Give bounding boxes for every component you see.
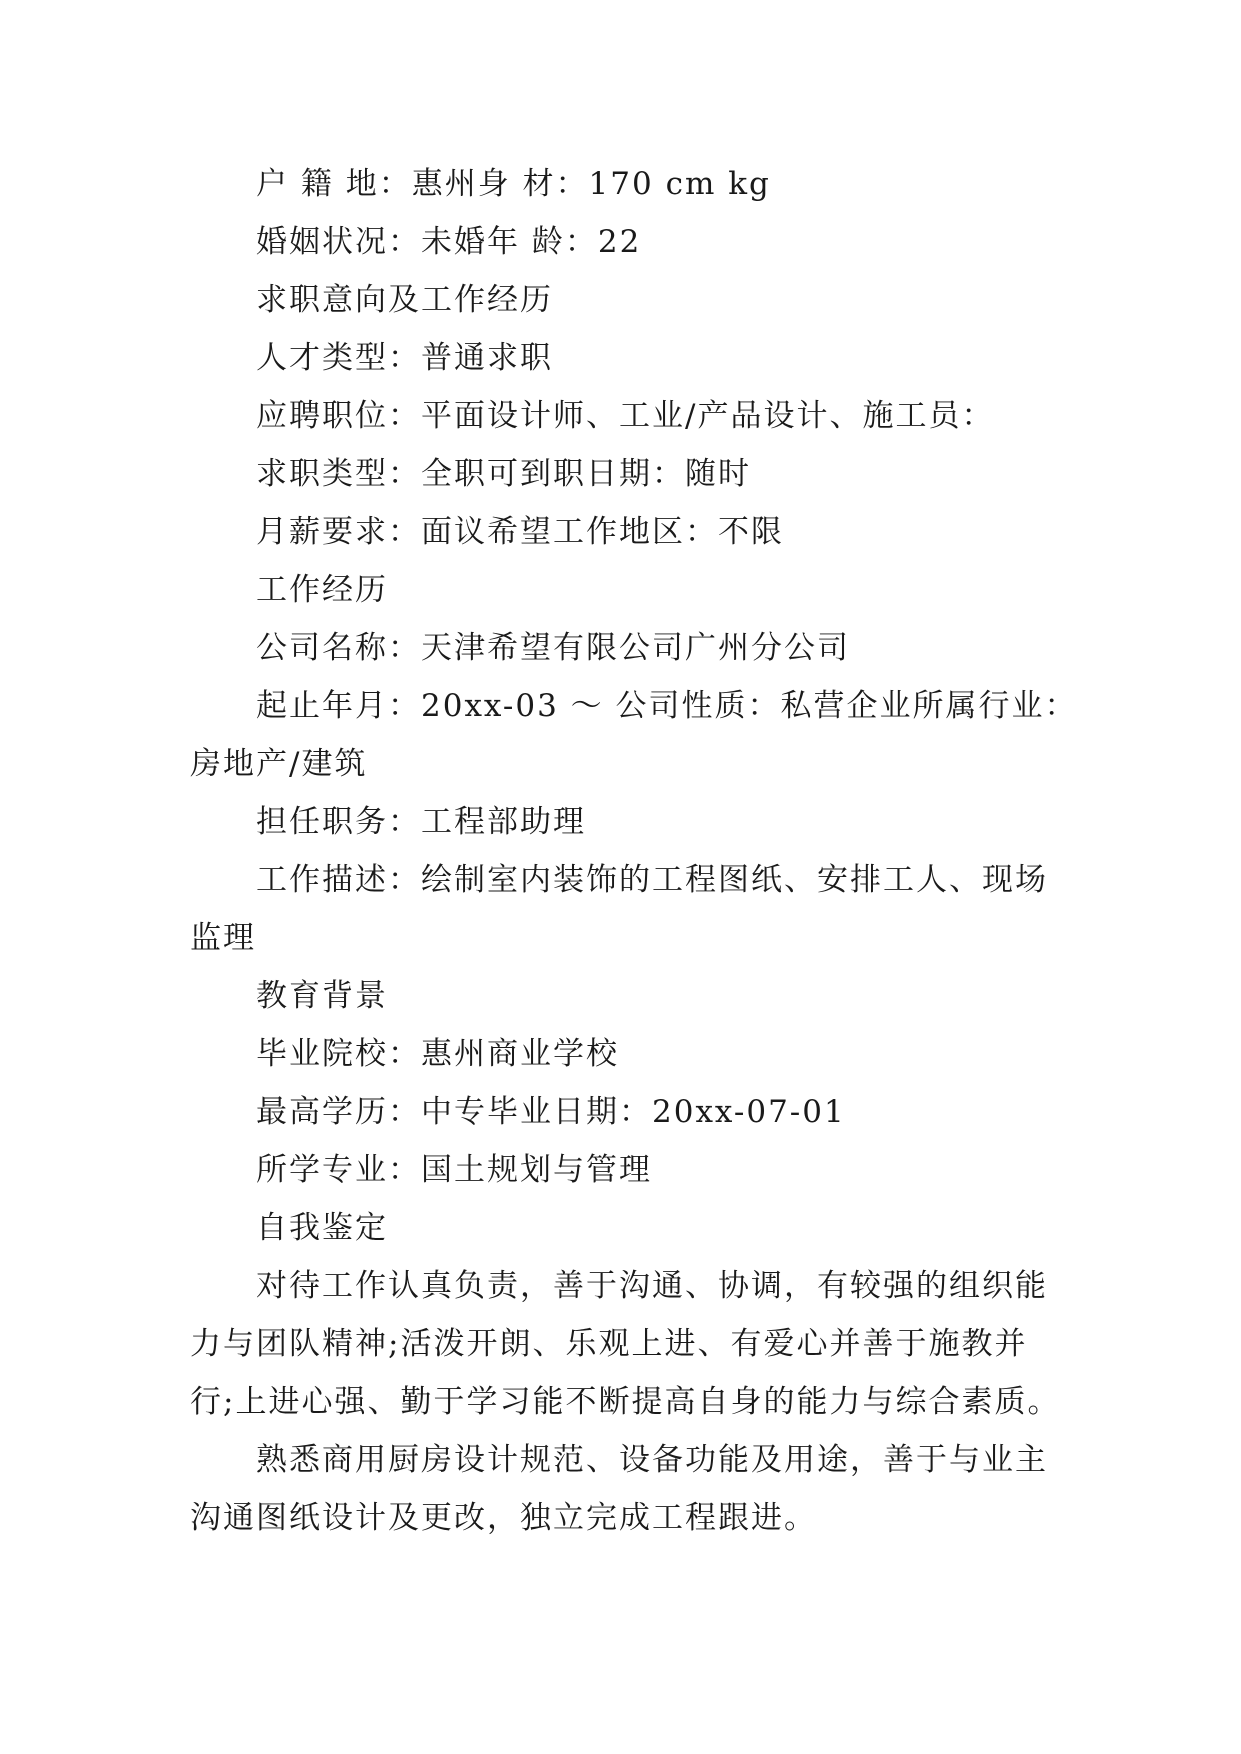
paragraph-1-line-3: 行;上进心强、勤于学习能不断提高自身的能力与综合素质。 bbox=[190, 1384, 1061, 1420]
field-school: 毕业院校：惠州商业学校 bbox=[256, 1036, 619, 1072]
field-applied-position: 应聘职位：平面设计师、工业/产品设计、施工员： bbox=[256, 398, 995, 434]
field-salary-region: 月薪要求：面议希望工作地区：不限 bbox=[256, 514, 784, 550]
paragraph-2-line-1: 熟悉商用厨房设计规范、设备功能及用途，善于与业主 bbox=[256, 1442, 1048, 1478]
paragraph-2-line-2: 沟通图纸设计及更改，独立完成工程跟进。 bbox=[190, 1500, 817, 1536]
field-company-name: 公司名称：天津希望有限公司广州分公司 bbox=[256, 630, 850, 666]
field-marital-age: 婚姻状况：未婚年 龄：22 bbox=[256, 224, 642, 260]
field-industry-continued: 房地产/建筑 bbox=[190, 746, 368, 782]
field-job-description: 工作描述：绘制室内装饰的工程图纸、安排工人、现场 bbox=[256, 862, 1048, 898]
field-hometown-height: 户 籍 地：惠州身 材：170 cm kg bbox=[256, 166, 771, 202]
field-talent-type: 人才类型：普通求职 bbox=[256, 340, 553, 376]
field-job-type-start-date: 求职类型：全职可到职日期：随时 bbox=[256, 456, 751, 492]
field-job-description-continued: 监理 bbox=[190, 920, 256, 956]
paragraph-1-line-2: 力与团队精神;活泼开朗、乐观上进、有爱心并善于施教并 bbox=[190, 1326, 1028, 1362]
field-period-company-type: 起止年月：20xx-03 ～ 公司性质：私营企业所属行业： bbox=[256, 688, 1078, 724]
paragraph-1-line-1: 对待工作认真负责，善于沟通、协调，有较强的组织能 bbox=[256, 1268, 1048, 1304]
section-heading-self-assessment: 自我鉴定 bbox=[256, 1210, 388, 1246]
field-degree-graduation: 最高学历：中专毕业日期：20xx-07-01 bbox=[256, 1094, 846, 1130]
document-page bbox=[190, 155, 1078, 1547]
field-major: 所学专业：国土规划与管理 bbox=[256, 1152, 652, 1188]
section-heading-job-intent: 求职意向及工作经历 bbox=[256, 282, 553, 318]
field-position: 担任职务：工程部助理 bbox=[256, 804, 586, 840]
section-heading-work-experience: 工作经历 bbox=[256, 572, 388, 608]
section-heading-education: 教育背景 bbox=[256, 978, 388, 1014]
